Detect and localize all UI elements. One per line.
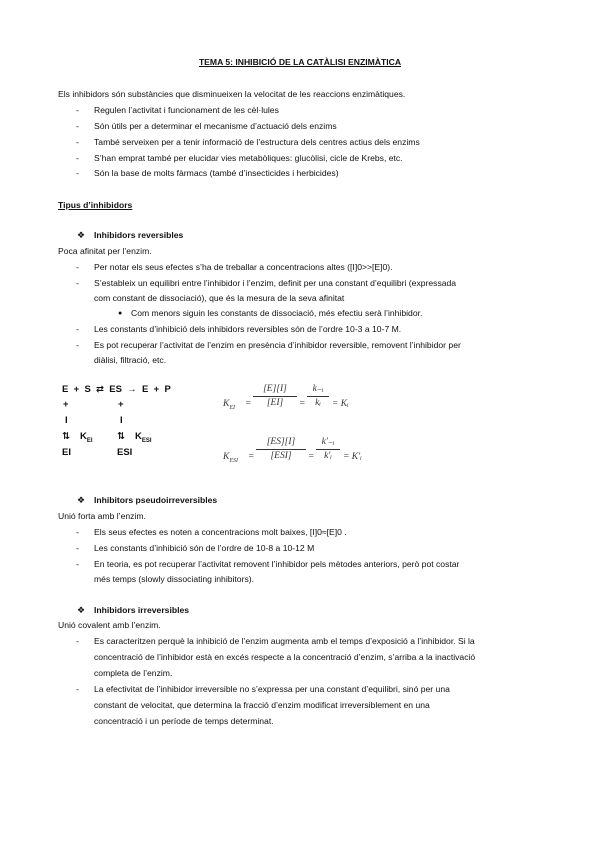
list-dash: -	[76, 121, 79, 131]
rate-fraction: $\frac{\text{k′₋ᵢ}}{\text{k′ᵢ}}$	[316, 436, 340, 463]
list-item: Les constants d’inhibició són de l’ordre de 10-8 a 10-12 M	[94, 543, 315, 553]
list-item: Són la base de molts fàrmacs (també d’insecticides i herbicides)	[94, 168, 339, 178]
list-dash: -	[76, 684, 79, 694]
scheme-plus: +	[63, 399, 69, 410]
list-item: Les constants d’inhibició dels inhibidors reversibles són de l’ordre 10-3 a 10-7 M.	[94, 324, 402, 334]
sub-list-item: Com menors siguin les constants de dissociació, més efectiu serà l’inhibidor.	[131, 308, 423, 318]
intro-paragraph: Els inhibidors són substàncies que disminueixen la velocitat de les reaccions enzimàtiques.	[58, 89, 406, 99]
list-dash: -	[76, 153, 79, 163]
formula-lhs: $K_{ESI}$	[223, 452, 239, 464]
formula-equals: =	[299, 399, 306, 409]
list-dash: -	[76, 262, 79, 272]
k-esi-label: $K_{ESI}$	[135, 431, 152, 444]
list-dash: -	[76, 636, 79, 646]
list-item: En teoria, es pot recuperar l’activitat removent l’inhibidor pels mètodes anteriors, però pot costar	[94, 559, 460, 569]
dot-bullet-icon: ●	[118, 310, 123, 317]
formula-rhs: = Kᵢ	[332, 399, 349, 409]
formula-rhs: = K′ᵢ	[343, 452, 362, 462]
ei-complex: EI	[62, 447, 71, 458]
scheme-plus: +	[118, 399, 124, 410]
irreversible-heading: Inhibidors irreversibles	[94, 605, 190, 615]
scheme-inhibitor: I	[65, 415, 68, 426]
irreversible-lead: Unió covalent amb l’enzim.	[58, 620, 161, 630]
formula-lhs: $K_{EI}$	[223, 399, 236, 411]
list-item-continuation: com constant de dissociació), que és la mesura de la seva afinitat	[94, 293, 345, 303]
rate-fraction: $\frac{\text{k₋ᵢ}}{\text{kᵢ}}$	[307, 383, 329, 410]
list-item-continuation: concentració de l’inhibidor està en excés respecte a la concentració d’enzim, s’arriba a la inactivació	[94, 652, 476, 662]
list-item: S’estableix un equilibri entre l’inhibidor i l’enzim, definit per una constant d’equilibri (expressada	[94, 278, 457, 288]
list-item: Per notar els seus efectes s’ha de treballar a concentracions altes ([I]0>>[E]0).	[94, 262, 393, 272]
list-item-continuation: diàlisi, filtració, etc.	[94, 355, 167, 365]
page-title: TEMA 5: INHIBICIÓ DE LA CATÀLISI ENZIMÀTICA	[198, 57, 402, 67]
equilibrium-arrows-icon: ⇅	[117, 431, 125, 442]
list-item: La efectivitat de l’inhibidor irreversible no s’expressa per una constant d’equilibri, sinó per una	[94, 684, 450, 694]
list-dash: -	[76, 324, 79, 334]
list-dash: -	[76, 168, 79, 178]
list-item: Es caracteritzen perquè la inhibició de l’enzim augmenta amb el temps d’exposició a l’inhibidor. Si la	[94, 636, 475, 646]
reaction-equation: E + S ⇄ ES → E + P	[62, 384, 171, 395]
scheme-inhibitor: I	[120, 415, 123, 426]
list-dash: -	[76, 340, 79, 350]
formula-equals: =	[248, 452, 255, 462]
pseudo-lead: Unió forta amb l’enzim.	[58, 511, 146, 521]
list-item: També serveixen per a tenir informació de l’estructura dels centres actius dels enzims	[94, 137, 420, 147]
list-dash: -	[76, 278, 79, 288]
list-item: Es pot recuperar l’activitat de l’enzim en presència d’inhibidor reversible, removent l’inhibidor per	[94, 340, 461, 350]
pseudo-heading: Inhibitors pseudoirreversibles	[94, 495, 218, 505]
reversible-lead: Poca afinitat per l’enzim.	[58, 246, 152, 256]
formula-fraction: $\frac{[E][I]}{[EI]}$	[253, 383, 297, 410]
list-dash: -	[76, 105, 79, 115]
diamond-bullet-icon: ❖	[77, 495, 86, 505]
list-dash: -	[76, 137, 79, 147]
list-dash: -	[76, 559, 79, 569]
section-heading: Tipus d’inhibidors	[58, 200, 133, 210]
list-item: Són útils per a determinar el mecanisme d’actuació dels enzims	[94, 121, 337, 131]
list-item: S’han emprat també per elucidar vies metabòliques: glucòlisi, cicle de Krebs, etc.	[94, 153, 403, 163]
list-item: Regulen l’activitat i funcionament de les cèl·lules	[94, 105, 279, 115]
esi-complex: ESI	[117, 447, 133, 458]
k-ei-label: $K_{EI}$	[80, 431, 93, 444]
list-item: Els seus efectes es noten a concentracions molt baixes, [I]0≈[E]0 .	[94, 527, 347, 537]
list-item-continuation: completa de l’enzim.	[94, 668, 173, 678]
formula-equals: =	[245, 399, 252, 409]
formula-equals: =	[308, 452, 315, 462]
equilibrium-arrows-icon: ⇅	[62, 431, 70, 442]
diamond-bullet-icon: ❖	[77, 230, 86, 240]
reversible-heading: Inhibidors reversibles	[94, 230, 184, 240]
list-dash: -	[76, 527, 79, 537]
formula-fraction: [ES][I] [ESI]	[256, 436, 306, 463]
diamond-bullet-icon: ❖	[77, 605, 86, 615]
list-dash: -	[76, 543, 79, 553]
list-item-continuation: constant de velocitat, que determina la fracció d’enzim modificat irreversiblement en una	[94, 700, 430, 710]
list-item-continuation: concentració i un període de temps determinat.	[94, 716, 274, 726]
list-item-continuation: més temps (slowly dissociating inhibitors).	[94, 574, 254, 584]
